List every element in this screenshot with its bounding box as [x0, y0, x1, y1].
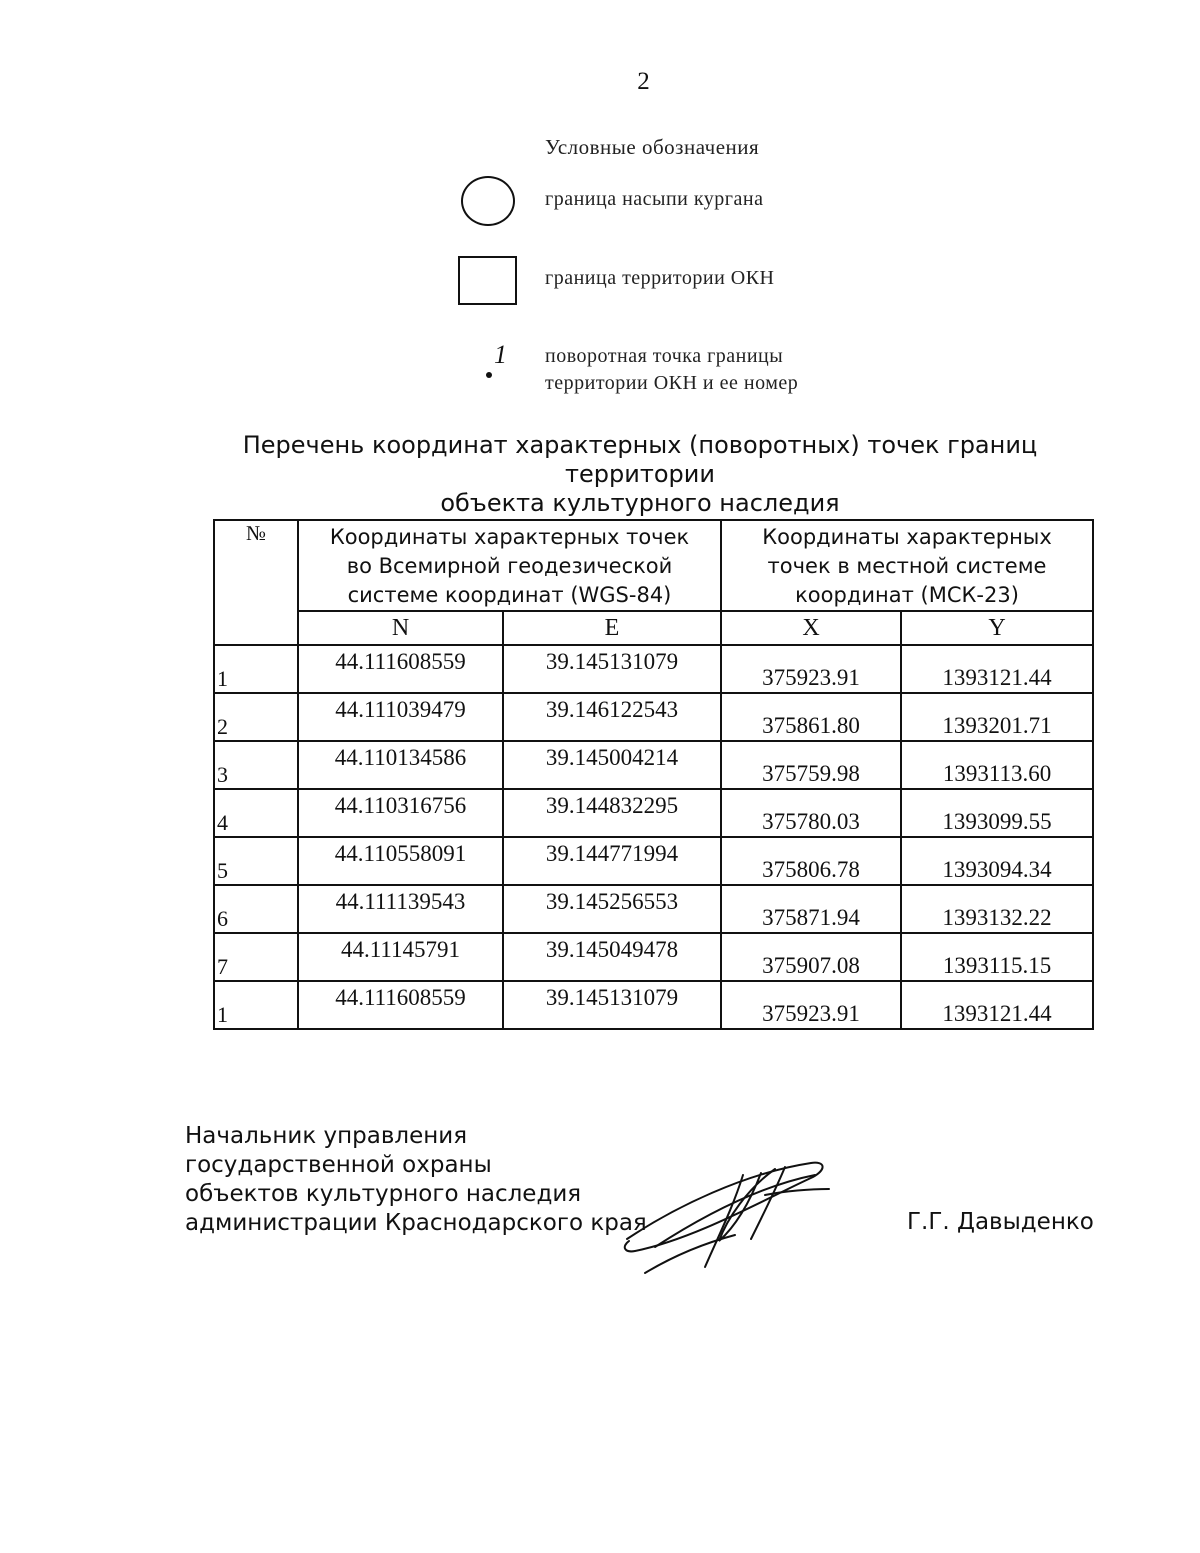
point-number-cell: 1 [214, 981, 298, 1029]
point-number-cell: 1 [214, 645, 298, 693]
x-cell: 375923.91 [721, 981, 901, 1029]
y-cell: 1393099.55 [901, 789, 1093, 837]
e-cell: 39.145049478 [503, 933, 721, 981]
legend-point-label-line2: территории ОКН и ее номер [545, 372, 799, 394]
table-row [214, 741, 1093, 789]
y-cell: 1393201.71 [901, 693, 1093, 741]
col-n-header: N [298, 611, 503, 645]
signer-title-line: объектов культурного наследия [185, 1181, 582, 1207]
n-cell: 44.111608559 [298, 981, 503, 1029]
table-row [214, 789, 1093, 837]
x-cell: 375806.78 [721, 837, 901, 885]
msk-header-line: Координаты характерных [762, 525, 1052, 549]
wgs-header [298, 520, 721, 611]
n-cell: 44.110558091 [298, 837, 503, 885]
legend-point-label-line1: поворотная точка границы [545, 345, 784, 367]
col-y-header: Y [901, 611, 1093, 645]
y-cell: 1393113.60 [901, 741, 1093, 789]
page-number: 2 [637, 68, 650, 95]
e-cell: 39.145256553 [503, 885, 721, 933]
legend-point-label [545, 343, 798, 397]
wgs-header-line: Координаты характерных точек [329, 525, 690, 549]
table-row [214, 693, 1093, 741]
signature-image [615, 1155, 835, 1275]
signer-title-line: Начальник управления [185, 1123, 468, 1149]
y-cell: 1393121.44 [901, 981, 1093, 1029]
table-row [214, 645, 1093, 693]
point-number-cell: 6 [214, 885, 298, 933]
point-number-cell: 5 [214, 837, 298, 885]
x-cell: 375780.03 [721, 789, 901, 837]
table-header-row [214, 520, 1093, 611]
y-cell: 1393115.15 [901, 933, 1093, 981]
n-cell: 44.111608559 [298, 645, 503, 693]
e-cell: 39.146122543 [503, 693, 721, 741]
circle-icon [461, 176, 515, 226]
signer-title-line: администрации Краснодарского края [185, 1210, 647, 1236]
signer-title [185, 1122, 647, 1238]
point-number-marker: 1 [494, 340, 507, 369]
wgs-header-line: во Всемирной геодезической [346, 554, 673, 578]
col-x-header: X [721, 611, 901, 645]
x-cell: 375759.98 [721, 741, 901, 789]
legend-circle-label: граница насыпи кургана [545, 188, 764, 210]
wgs-header-line: системе координат (WGS-84) [347, 583, 672, 607]
y-cell: 1393121.44 [901, 645, 1093, 693]
y-cell: 1393132.22 [901, 885, 1093, 933]
msk-header-line: точек в местной системе [767, 554, 1047, 578]
table-heading [190, 431, 1090, 518]
table-row [214, 885, 1093, 933]
signer-name: Г.Г. Давыденко [907, 1209, 1094, 1235]
table-row [214, 933, 1093, 981]
x-cell: 375871.94 [721, 885, 901, 933]
coordinates-table [213, 519, 1094, 1030]
col-number-header: № [214, 520, 298, 645]
col-e-header: E [503, 611, 721, 645]
x-cell: 375861.80 [721, 693, 901, 741]
msk-header-line: координат (МСК-23) [795, 583, 1019, 607]
y-cell: 1393094.34 [901, 837, 1093, 885]
point-number-cell: 7 [214, 933, 298, 981]
heading-line2: объекта культурного наследия [440, 489, 840, 517]
e-cell: 39.145131079 [503, 981, 721, 1029]
legend-square-label: граница территории ОКН [545, 267, 775, 289]
n-cell: 44.110134586 [298, 741, 503, 789]
e-cell: 39.144832295 [503, 789, 721, 837]
signer-title-line: государственной охраны [185, 1152, 492, 1178]
square-icon [458, 256, 517, 305]
x-cell: 375907.08 [721, 933, 901, 981]
n-cell: 44.111139543 [298, 885, 503, 933]
e-cell: 39.144771994 [503, 837, 721, 885]
point-icon [486, 372, 492, 378]
heading-line1: Перечень координат характерных (поворотных) точек границ территории [242, 431, 1038, 488]
e-cell: 39.145004214 [503, 741, 721, 789]
point-number-cell: 2 [214, 693, 298, 741]
table-subheader-row [214, 611, 1093, 645]
n-cell: 44.111039479 [298, 693, 503, 741]
msk-header [721, 520, 1093, 611]
x-cell: 375923.91 [721, 645, 901, 693]
point-number-cell: 4 [214, 789, 298, 837]
legend-title: Условные обозначения [545, 135, 760, 159]
table-row [214, 981, 1093, 1029]
table-row [214, 837, 1093, 885]
n-cell: 44.110316756 [298, 789, 503, 837]
point-number-cell: 3 [214, 741, 298, 789]
n-cell: 44.11145791 [298, 933, 503, 981]
e-cell: 39.145131079 [503, 645, 721, 693]
